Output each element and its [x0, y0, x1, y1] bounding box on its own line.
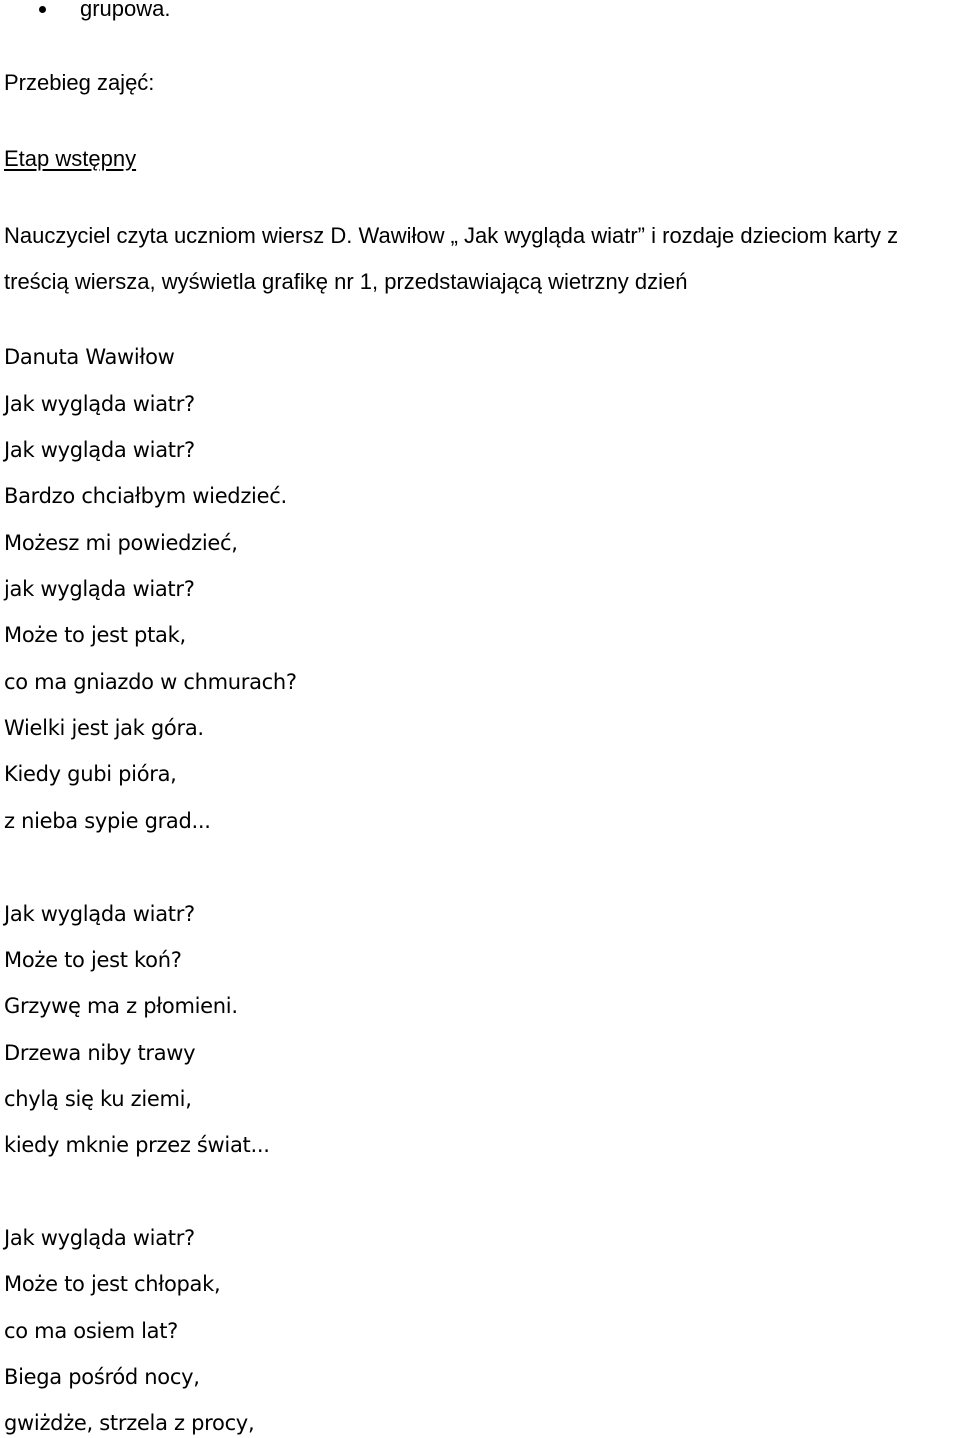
poem-line: Może to jest koń?	[4, 948, 182, 972]
poem-line: Drzewa niby trawy	[4, 1041, 196, 1065]
poem-line: z nieba sypie grad...	[4, 809, 211, 833]
poem-line: Możesz mi powiedzieć,	[4, 531, 238, 555]
poem-line: Może to jest chłopak,	[4, 1272, 221, 1296]
poem-line: Jak wygląda wiatr?	[4, 1226, 195, 1250]
bullet-item-text: grupowa.	[80, 0, 171, 21]
poem-line: Kiedy gubi pióra,	[4, 762, 177, 786]
poem-line: Wielki jest jak góra.	[4, 716, 204, 740]
intro-paragraph-line-1: Nauczyciel czyta uczniom wiersz D. Wawiłow „ Jak wygląda wiatr” i rozdaje dzieciom karty z	[4, 223, 899, 248]
poem-line: gwiżdże, strzela z procy,	[4, 1411, 255, 1435]
poem-line: co ma osiem lat?	[4, 1319, 179, 1343]
poem-line: Może to jest ptak,	[4, 623, 186, 647]
poem-line: Biega pośród nocy,	[4, 1365, 200, 1389]
bullet-icon	[39, 6, 46, 13]
poem-line: Jak wygląda wiatr?	[4, 902, 195, 926]
stage-heading: Etap wstępny	[4, 146, 137, 171]
poem-line: kiedy mknie przez świat...	[4, 1133, 270, 1157]
section-heading: Przebieg zajęć:	[4, 70, 155, 95]
poem-author: Danuta Wawiłow	[4, 345, 175, 369]
poem-line: Grzywę ma z płomieni.	[4, 994, 238, 1018]
intro-paragraph-line-2: treścią wiersza, wyświetla grafikę nr 1, przedstawiającą wietrzny dzień	[4, 269, 688, 294]
bullet-list-item	[0, 0, 400, 24]
poem-line: co ma gniazdo w chmurach?	[4, 670, 297, 694]
poem-line: Bardzo chciałbym wiedzieć.	[4, 484, 287, 508]
poem-line: chylą się ku ziemi,	[4, 1087, 192, 1111]
poem-line: Jak wygląda wiatr?	[4, 438, 195, 462]
poem-title: Jak wygląda wiatr?	[4, 392, 195, 416]
poem-line: jak wygląda wiatr?	[4, 577, 195, 601]
